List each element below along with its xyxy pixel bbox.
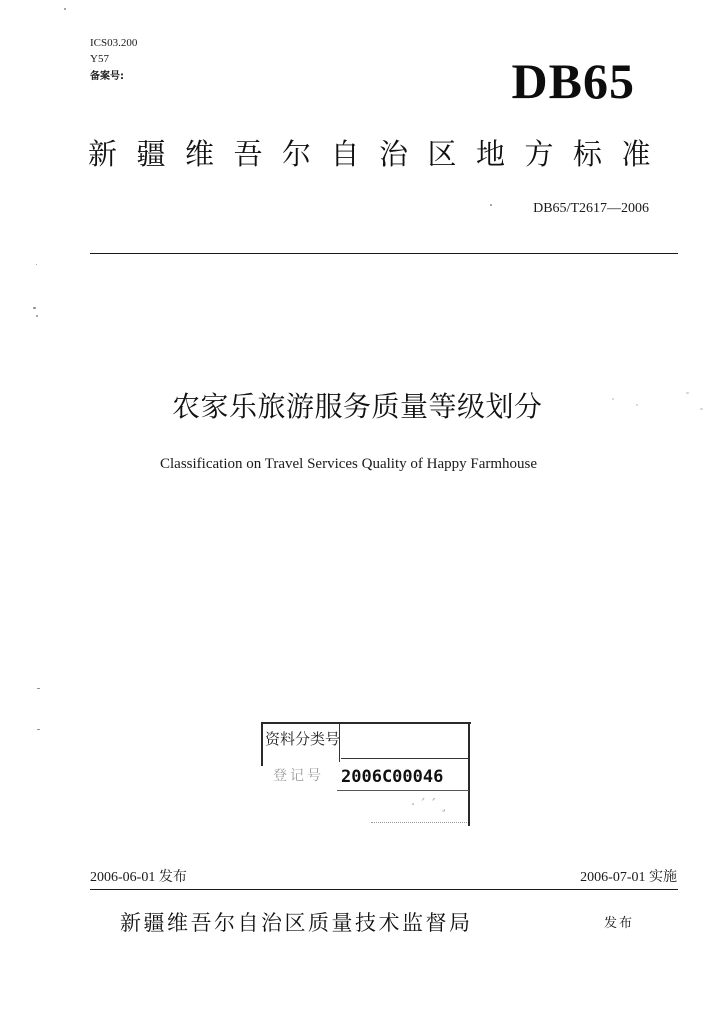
stamp-bottom-edge — [371, 822, 467, 823]
scan-speck — [636, 404, 638, 406]
scan-speck — [64, 8, 66, 10]
stamp-registration-value: 2006C00046 — [341, 767, 444, 787]
scan-speck — [37, 729, 40, 730]
stamp-registration-label: 登记号 — [273, 768, 324, 784]
registration-stamp — [261, 722, 471, 826]
scan-speck — [686, 392, 689, 394]
implement-date: 2006-07-01 — [580, 870, 646, 885]
issue-date-line — [90, 868, 187, 887]
stamp-row-line — [341, 758, 469, 759]
issue-label: 发布 — [158, 869, 187, 885]
record-number-label: 备案号: — [90, 71, 124, 82]
document-title-cn: 农家乐旅游服务质量等级划分 — [172, 390, 543, 423]
organization-title: 新疆维吾尔自治区地方标准 — [88, 137, 671, 171]
implement-date-line — [580, 868, 677, 887]
issuing-authority: 新疆维吾尔自治区质量技术监督局 — [120, 911, 473, 935]
issue-date: 2006-06-01 — [90, 870, 156, 885]
issuing-authority-suffix: 发布 — [604, 916, 635, 931]
stamp-border-top — [261, 722, 471, 724]
scan-speck — [36, 264, 37, 265]
stamp-row-line — [337, 790, 469, 791]
header-divider — [90, 253, 678, 254]
scan-speck — [36, 315, 38, 317]
standard-code: DB65 — [511, 53, 635, 109]
footer-divider — [90, 889, 678, 890]
classification-code: Y57 — [90, 53, 109, 65]
scan-speck — [37, 688, 40, 689]
stamp-border-left — [261, 722, 263, 766]
stamp-faint-mark: · ´ ˊ ¸ — [411, 798, 448, 813]
standard-number: DB65/T2617—2006 — [533, 201, 649, 216]
scan-speck — [700, 408, 703, 410]
scan-speck — [612, 398, 614, 400]
document-title-en: Classification on Travel Services Quality of Happy Farmhouse — [160, 456, 538, 472]
stamp-category-label: 资料分类号 — [265, 730, 341, 748]
scan-speck — [490, 204, 492, 206]
ics-code: ICS03.200 — [90, 37, 138, 49]
stamp-border-right — [468, 722, 470, 826]
scan-speck — [33, 307, 36, 309]
implement-label: 实施 — [649, 869, 677, 885]
